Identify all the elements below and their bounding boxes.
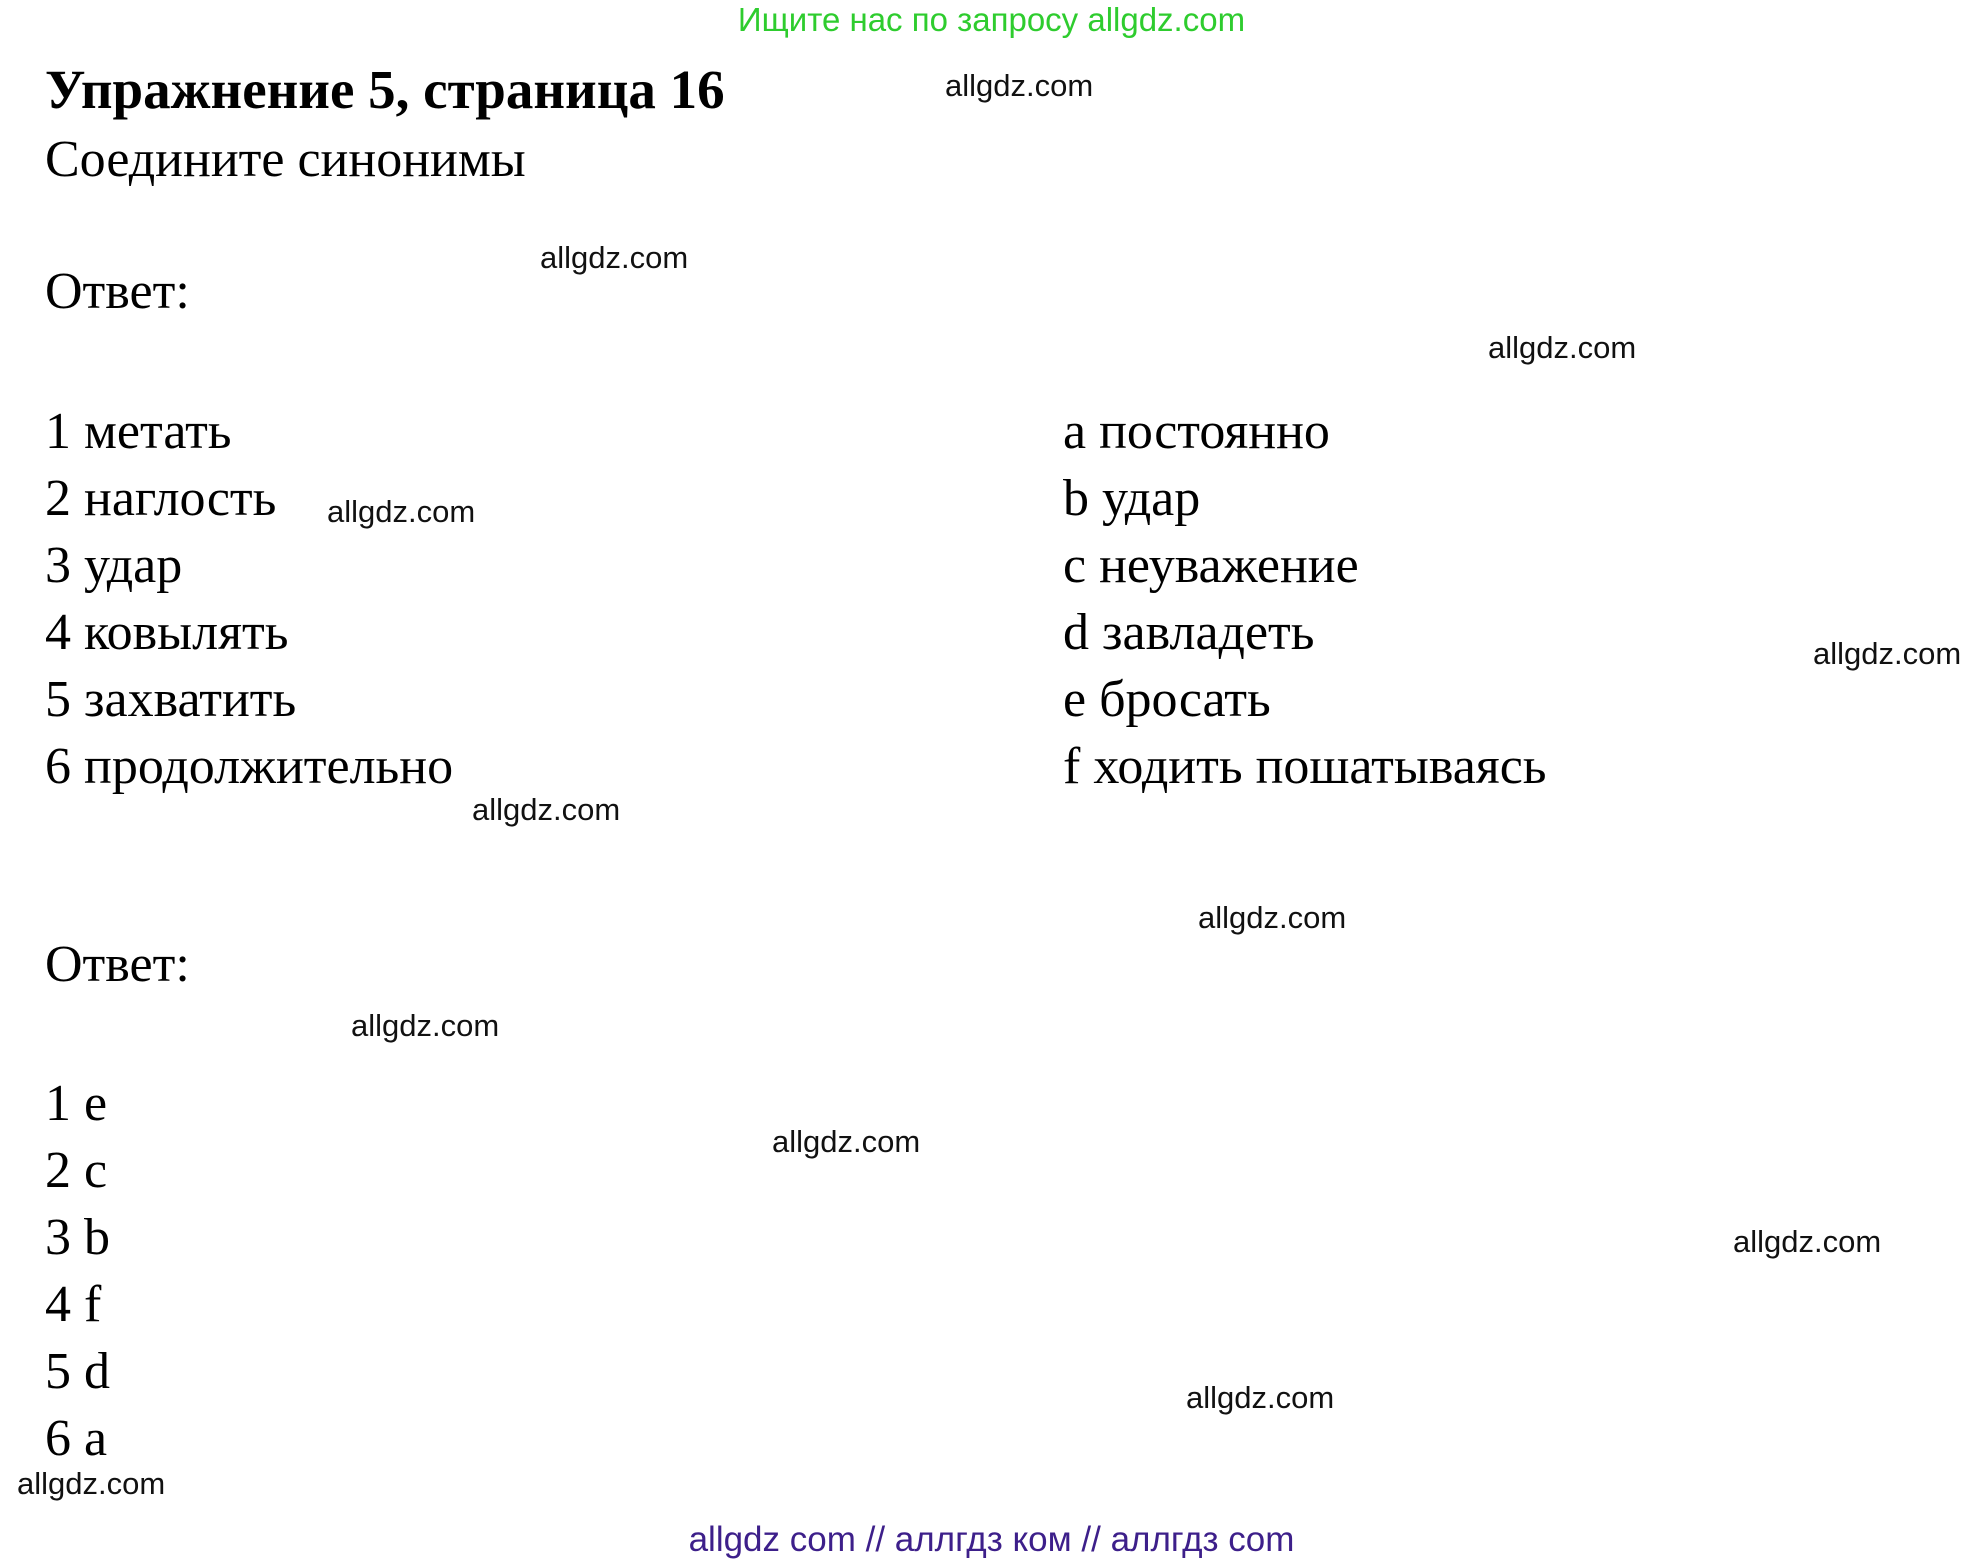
left-word-item: 1 метать (45, 403, 232, 460)
watermark: allgdz.com (540, 240, 689, 275)
left-word-list (45, 398, 453, 800)
answer-item: 5 d (45, 1343, 110, 1400)
left-word-item: 4 ковылять (45, 604, 289, 661)
search-banner: Ищите нас по запросу allgdz.com (737, 1, 1246, 38)
answer-label: Ответ: (45, 263, 190, 320)
watermark: allgdz.com (1488, 330, 1637, 365)
page-title: Упражнение 5, страница 16 (45, 59, 725, 120)
task-instruction: Соедините синонимы (45, 131, 526, 188)
footer-watermark: allgdz com // аллгдз ком // аллгдз com (688, 1520, 1295, 1559)
answer-item: 1 e (45, 1075, 108, 1132)
answer-item: 3 b (45, 1209, 110, 1266)
watermark: allgdz.com (1186, 1380, 1335, 1415)
answer-item: 2 c (45, 1142, 108, 1199)
left-word-item: 6 продолжительно (45, 738, 454, 795)
watermark: allgdz.com (1813, 636, 1962, 671)
watermark: allgdz.com (1733, 1224, 1882, 1259)
watermark: allgdz.com (772, 1124, 921, 1159)
watermark: allgdz.com (1198, 900, 1347, 935)
right-word-item: f ходить пошатываясь (1063, 738, 1547, 795)
answer-item: 6 a (45, 1410, 108, 1467)
right-word-item: a постоянно (1063, 403, 1330, 460)
left-word-item: 5 захватить (45, 671, 297, 728)
right-word-item: d завладеть (1063, 604, 1315, 661)
left-word-item: 2 наглость (45, 470, 277, 527)
watermark: allgdz.com (351, 1008, 500, 1043)
answer-label: Ответ: (45, 936, 190, 993)
right-word-item: c неуважение (1063, 537, 1359, 594)
answer-item: 4 f (45, 1276, 102, 1333)
watermark: allgdz.com (327, 494, 476, 529)
right-word-item: e бросать (1063, 671, 1271, 728)
right-word-list (1063, 398, 1547, 800)
watermark: allgdz.com (472, 792, 621, 827)
watermark: allgdz.com (17, 1466, 166, 1501)
right-word-item: b удар (1063, 470, 1201, 527)
watermark: allgdz.com (945, 68, 1094, 103)
answer-list (45, 1070, 110, 1472)
left-word-item: 3 удар (45, 537, 183, 594)
